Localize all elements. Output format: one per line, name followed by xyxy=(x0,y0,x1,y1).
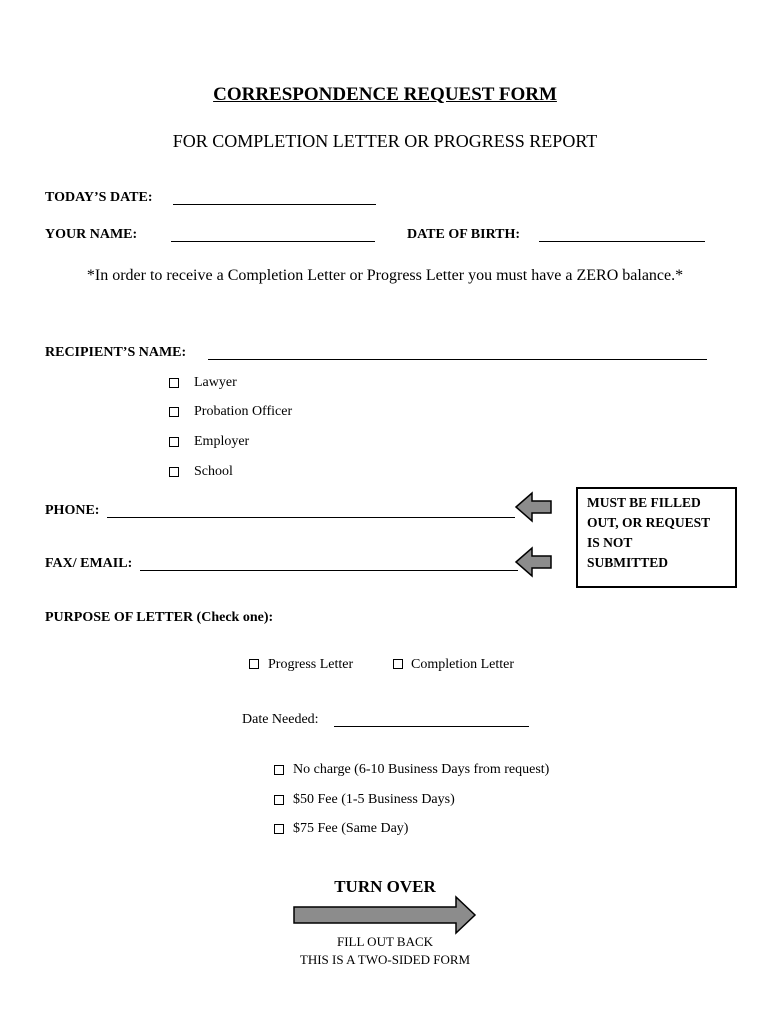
school-label: School xyxy=(194,464,233,479)
required-fields-note: MUST BE FILLED OUT, OR REQUEST IS NOT SUBMITTED xyxy=(576,487,737,588)
todays-date-field[interactable] xyxy=(173,204,376,205)
employer-checkbox[interactable] xyxy=(169,437,179,447)
employer-label: Employer xyxy=(194,434,250,449)
form-subtitle: FOR COMPLETION LETTER OR PROGRESS REPORT xyxy=(172,131,598,151)
lawyer-checkbox[interactable] xyxy=(169,378,179,388)
phone-label: PHONE: xyxy=(45,503,100,518)
fax-email-label: FAX/ EMAIL: xyxy=(45,556,133,571)
todays-date-label: TODAY’S DATE: xyxy=(45,190,153,205)
lawyer-label: Lawyer xyxy=(194,375,237,390)
recipients-name-label: RECIPIENT’S NAME: xyxy=(45,345,187,360)
probation-officer-label: Probation Officer xyxy=(194,404,293,419)
fill-out-back-text: FILL OUT BACK xyxy=(336,934,434,949)
fax-email-arrow-icon xyxy=(514,546,554,578)
purpose-label: PURPOSE OF LETTER (Check one): xyxy=(45,610,274,625)
date-of-birth-field[interactable] xyxy=(539,241,705,242)
turn-over-arrow-icon xyxy=(292,895,478,935)
turn-over-heading: TURN OVER xyxy=(334,877,436,896)
date-needed-field[interactable] xyxy=(334,726,529,727)
no-charge-label: No charge (6-10 Business Days from request) xyxy=(293,762,550,777)
phone-arrow-icon xyxy=(514,491,554,523)
fax-email-field[interactable] xyxy=(140,570,518,571)
recipients-name-field[interactable] xyxy=(208,359,707,360)
date-of-birth-label: DATE OF BIRTH: xyxy=(407,227,521,242)
phone-field[interactable] xyxy=(107,517,515,518)
your-name-label: YOUR NAME: xyxy=(45,227,138,242)
fee-50-checkbox[interactable] xyxy=(274,795,284,805)
completion-letter-checkbox[interactable] xyxy=(393,659,403,669)
date-needed-label: Date Needed: xyxy=(242,712,319,727)
fee-75-label: $75 Fee (Same Day) xyxy=(293,821,409,836)
fee-75-checkbox[interactable] xyxy=(274,824,284,834)
no-charge-checkbox[interactable] xyxy=(274,765,284,775)
completion-letter-label: Completion Letter xyxy=(411,657,515,672)
two-sided-form-text: THIS IS A TWO-SIDED FORM xyxy=(299,952,471,967)
your-name-field[interactable] xyxy=(171,241,375,242)
school-checkbox[interactable] xyxy=(169,467,179,477)
fee-50-label: $50 Fee (1-5 Business Days) xyxy=(293,792,455,807)
zero-balance-notice: *In order to receive a Completion Letter or Progress Letter you must have a ZERO balance.* xyxy=(86,267,684,284)
form-title: CORRESPONDENCE REQUEST FORM xyxy=(213,84,557,105)
probation-officer-checkbox[interactable] xyxy=(169,407,179,417)
progress-letter-label: Progress Letter xyxy=(268,657,354,672)
progress-letter-checkbox[interactable] xyxy=(249,659,259,669)
